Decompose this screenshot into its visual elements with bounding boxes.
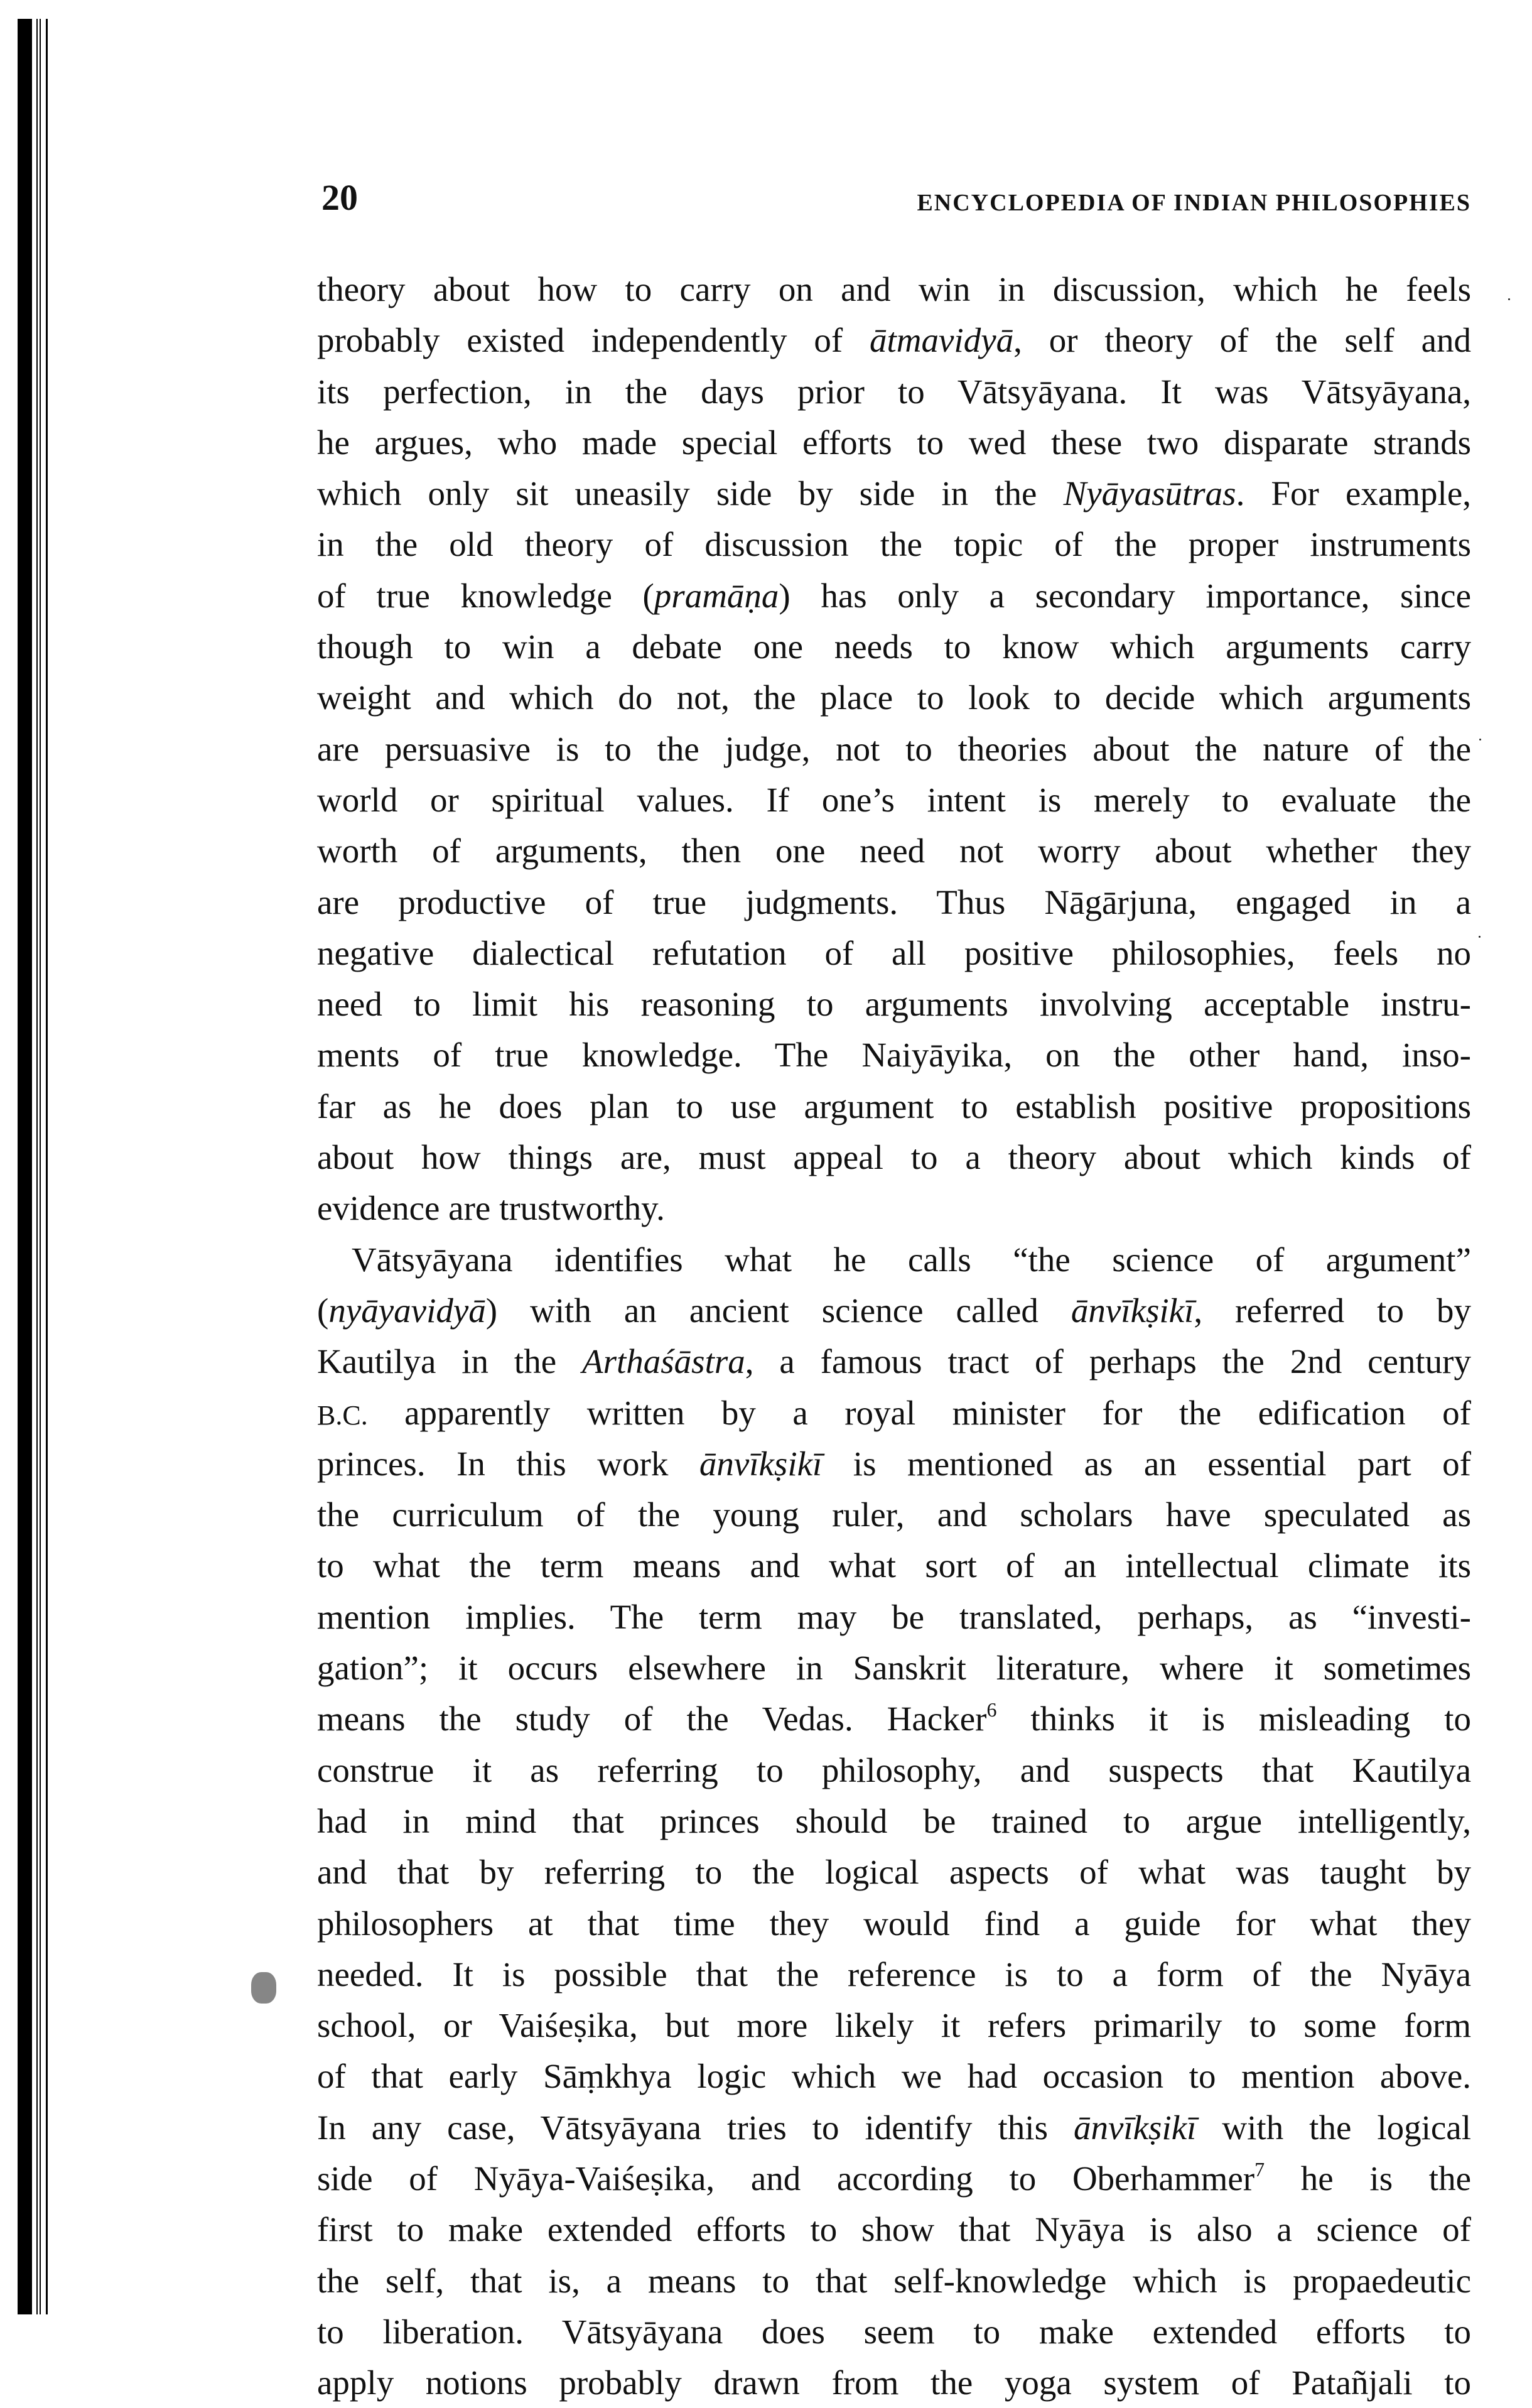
text-line: though to win a debate one needs to know which arguments carry — [317, 627, 1471, 666]
text-line: first to make extended efforts to show that Nyāya is also a science of — [317, 2210, 1471, 2249]
italic-term: Arthaśāstra — [581, 1342, 745, 1381]
text-line: he argues, who made special efforts to wed these two disparate strands — [317, 423, 1471, 462]
text-line: about how things are, must appeal to a theory about which kinds of — [317, 1138, 1471, 1177]
italic-term: pramāṇa — [654, 576, 779, 615]
text-line: and that by referring to the logical aspects of what was taught by — [317, 1853, 1471, 1892]
text-line: means the study of the Vedas. Hacker$^6$ thinks it is misleading to — [317, 1698, 1471, 1738]
text-line: need to limit his reasoning to arguments involving acceptable instru- — [317, 985, 1471, 1024]
text-line: which only sit uneasily side by side in the Nyāyasūtras. For example, — [317, 474, 1471, 513]
text-line: the self, that is, a means to that self-knowledge which is propaedeutic — [317, 2261, 1471, 2300]
text-line: mention implies. The term may be translated, perhaps, as “investi- — [317, 1597, 1471, 1636]
text-line: far as he does plan to use argument to establish positive propositions — [317, 1087, 1471, 1125]
text-line: princes. In this work ānvīkṣikī is mentioned as an essential part of — [317, 1444, 1471, 1483]
scan-speck — [1508, 298, 1510, 300]
running-head — [317, 176, 1471, 220]
book-page — [317, 176, 1471, 2408]
text-line: side of Nyāya-Vaiśeṣika, and according to Oberhammer$^7$ he is the — [317, 2157, 1471, 2198]
text-line: evidence are trustworthy. — [317, 1189, 665, 1228]
text-line: ments of true knowledge. The Naiyāyika, on the other hand, inso- — [317, 1036, 1471, 1075]
scan-smudge — [251, 1972, 276, 2004]
text-line: Vātsyāyana identifies what he calls “the science of argument” — [352, 1240, 1471, 1279]
text-line: school, or Vaiśeṣika, but more likely it refers primarily to some form — [317, 2006, 1471, 2045]
text-line: weight and which do not, the place to look to decide which arguments — [317, 678, 1471, 717]
italic-term: ānvīkṣikī — [699, 1444, 823, 1483]
text-line: of true knowledge (pramāṇa) has only a secondary importance, since — [317, 576, 1471, 615]
running-title: ENCYCLOPEDIA OF INDIAN PHILOSOPHIES — [917, 190, 1471, 216]
body-text — [317, 264, 1471, 2408]
text-line: gation”; it occurs elsewhere in Sanskrit literature, where it sometimes — [317, 1649, 1471, 1688]
text-line: are productive of true judgments. Thus Nāgārjuna, engaged in a — [317, 882, 1471, 921]
italic-term: ātmavidyā — [870, 321, 1014, 360]
text-line: apply notions probably drawn from the yoga system of Patañjali to — [317, 2363, 1471, 2402]
text-line: Kautilya in the Arthaśāstra, a famous tract of perhaps the 2nd century — [317, 1342, 1471, 1381]
paragraph — [317, 1234, 1471, 2408]
text-line: B.C. apparently written by a royal minister for the edification of — [317, 1393, 1471, 1432]
paragraph — [317, 264, 1471, 1234]
footnote-ref[interactable]: 7 — [1254, 2157, 1265, 2181]
text-line: (nyāyavidyā) with an ancient science called ānvīkṣikī, referred to by — [317, 1291, 1471, 1330]
text-line: had in mind that princes should be trained to argue intelligently, — [317, 1801, 1471, 1840]
page-number: 20 — [321, 177, 358, 218]
scan-speck — [1479, 739, 1481, 740]
italic-term: Nyāyasūtras — [1063, 474, 1236, 513]
scan-speck — [1479, 936, 1481, 938]
text-line: philosophers at that time they would find a guide for what they — [317, 1904, 1471, 1943]
italic-term: nyāyavidyā — [328, 1291, 486, 1330]
text-line: probably existed independently of ātmavidyā, or theory of the self and — [317, 321, 1471, 360]
text-line: In any case, Vātsyāyana tries to identify this ānvīkṣikī with the logical — [317, 2108, 1471, 2147]
text-line: theory about how to carry on and win in discussion, which he feels — [317, 270, 1471, 308]
text-line: worth of arguments, then one need not worry about whether they — [317, 832, 1471, 870]
text-line: of that early Sāṃkhya logic which we had occasion to mention above. — [317, 2057, 1471, 2096]
text-line: its perfection, in the days prior to Vātsyāyana. It was Vātsyāyana, — [317, 372, 1471, 411]
text-line: world or spiritual values. If one’s intent is merely to evaluate the — [317, 780, 1471, 819]
footnote-ref[interactable]: 6 — [986, 1698, 997, 1722]
text-line: the curriculum of the young ruler, and scholars have speculated as — [317, 1495, 1471, 1534]
italic-term: ānvīkṣikī — [1071, 1291, 1194, 1330]
text-line: to what the term means and what sort of an intellectual climate its — [317, 1546, 1471, 1585]
text-line: negative dialectical refutation of all positive philosophies, feels no — [317, 933, 1471, 972]
era-abbrev: B.C. — [317, 1399, 368, 1431]
book-binding-edge — [18, 19, 49, 2314]
italic-term: ānvīkṣikī — [1073, 2108, 1197, 2147]
text-line: needed. It is possible that the reference is to a form of the Nyāya — [317, 1955, 1471, 1993]
text-line: to liberation. Vātsyāyana does seem to make extended efforts to — [317, 2312, 1471, 2351]
text-line: are persuasive is to the judge, not to theories about the nature of the — [317, 729, 1471, 768]
text-line: construe it as referring to philosophy, and suspects that Kautilya — [317, 1750, 1471, 1789]
text-line: in the old theory of discussion the topic of the proper instruments — [317, 525, 1471, 564]
